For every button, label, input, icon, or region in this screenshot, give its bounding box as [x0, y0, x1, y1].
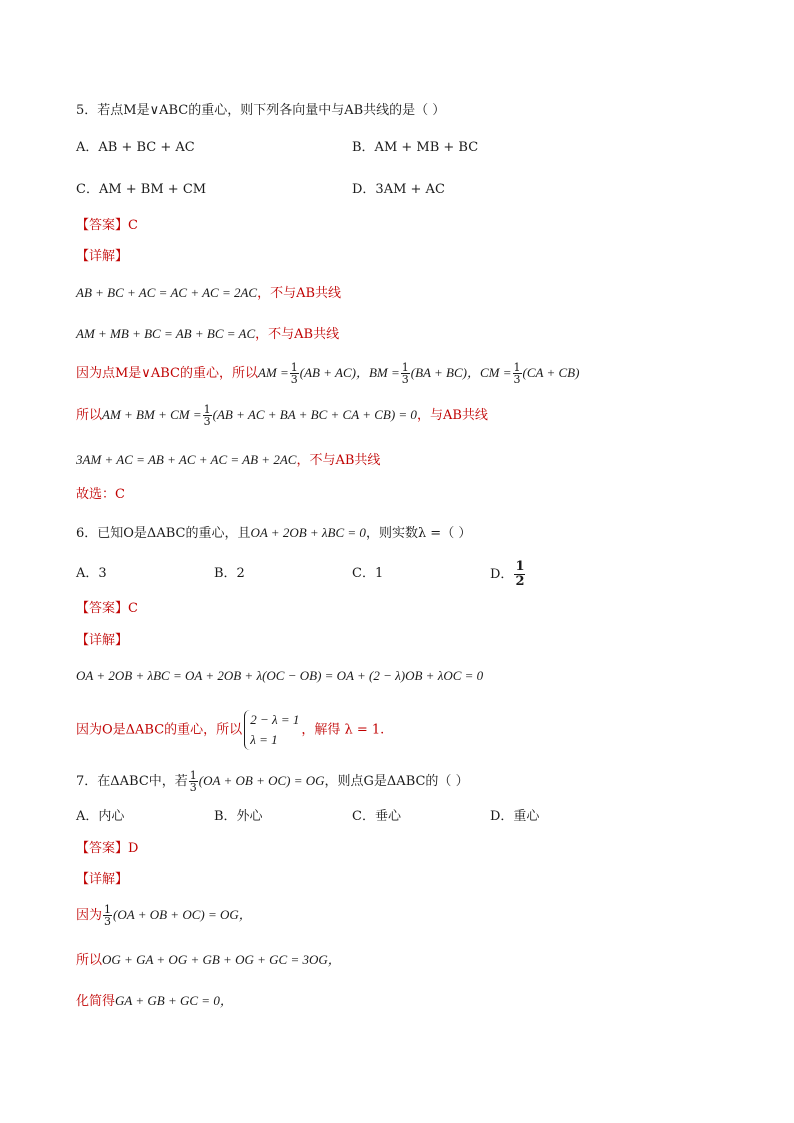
equation-system	[244, 710, 299, 750]
q7-option-b: B．外心	[214, 809, 263, 824]
q5-l2-text: ，不与AB共线	[255, 327, 340, 342]
one-half-fraction: $\frac{1}{2}$	[515, 559, 525, 589]
q6-stem-b: ，则实数λ =（ ）	[365, 526, 472, 541]
q5-l5-text: ，不与AB共线	[296, 453, 381, 468]
q7-l3-math: GA + GB + GC = 0，	[115, 993, 233, 1008]
q5-l4-m1: AM + BM + CM =	[102, 407, 202, 422]
q7-detail-line-1	[76, 902, 252, 929]
q6-stem-math: OA + 2OB + λBC = 0	[250, 525, 366, 540]
q5-detail-line-2	[76, 325, 339, 344]
q7-answer: 【答案】D	[76, 841, 139, 856]
q5-l3-m3b: (CA + CB)	[522, 365, 580, 380]
q7-l2-prefix: 所以	[76, 953, 103, 968]
q5-l4-m2: (AB + AC + BA + BC + CA + CB) = 0	[212, 407, 417, 422]
q6-stem	[76, 524, 471, 543]
q6-l2-prefix: 因为O是ΔABC的重心，所以	[76, 722, 243, 738]
q5-answer: 【答案】C	[76, 218, 138, 233]
q6-option-d	[490, 560, 526, 589]
q7-l1-math: (OA + OB + OC) = OG，	[113, 907, 252, 922]
q5-l1-math: AB + BC + AC = AC + AC = 2AC	[76, 285, 258, 300]
q6-answer: 【答案】C	[76, 601, 138, 616]
q5-l5-math: 3AM + AC = AB + AC + AC = AB + 2AC	[76, 452, 297, 467]
q5-stem: 5．若点M是∨ABC的重心，则下列各向量中与AB共线的是（ ）	[76, 103, 446, 118]
q5-l3-prefix: 因为点M是∨ABC的重心，所以	[76, 366, 258, 381]
q5-l4-prefix: 所以	[76, 408, 103, 423]
one-third-fraction: $\frac{1}{3}$	[401, 361, 409, 386]
q7-stem-math: (OA + OB + OC) = OG	[198, 773, 325, 788]
q5-detail-line-5	[76, 451, 380, 470]
q5-option-b: B．AM + MB + BC	[352, 140, 479, 155]
q7-detail-line-3	[76, 992, 233, 1011]
q5-l3-m2: ，BM =	[355, 365, 400, 380]
q7-detail-line-2	[76, 951, 341, 970]
q6-option-a: A．3	[76, 566, 107, 581]
q5-l3-m1b: (AB + AC)	[299, 365, 356, 380]
q6-stem-a: 6．已知O是ΔABC的重心，且	[76, 526, 251, 541]
one-third-fraction: $\frac{1}{3}$	[104, 903, 112, 928]
q5-detail-line-4	[76, 402, 488, 429]
q6-detail-line-2	[76, 710, 384, 751]
q6-option-c: C．1	[352, 566, 384, 581]
q5-l2-math: AM + MB + BC = AB + BC = AC	[76, 326, 256, 341]
one-third-fraction: $\frac{1}{3}$	[189, 769, 197, 794]
q6-l2-suffix: ，解得 λ = 1.	[301, 722, 385, 738]
q5-detail-line-3	[76, 360, 579, 387]
q7-l2-math: OG + GA + OG + GB + OG + GC = 3OG，	[102, 952, 341, 967]
one-third-fraction: $\frac{1}{3}$	[203, 403, 211, 428]
q5-option-a: A．AB + BC + AC	[76, 140, 195, 155]
q5-conclusion: 故选：C	[76, 487, 125, 502]
q6-eq-1: 2 − λ = 1	[250, 712, 300, 727]
q5-l1-text: ，不与AB共线	[257, 286, 342, 301]
q6-detail-label: 【详解】	[76, 633, 129, 648]
q7-option-c: C．垂心	[352, 809, 401, 824]
one-third-fraction: $\frac{1}{3}$	[290, 361, 298, 386]
q7-option-d: D．重心	[490, 809, 540, 824]
q6-eq-2: λ = 1	[250, 732, 278, 747]
q5-l4-text: ，与AB共线	[416, 408, 488, 423]
q5-detail-line-1	[76, 284, 341, 303]
q7-l3-prefix: 化简得	[76, 994, 116, 1009]
q6-option-b: B．2	[214, 566, 245, 581]
q5-l3-m3: ，CM =	[466, 365, 512, 380]
q7-stem	[76, 768, 469, 795]
q5-detail-label: 【详解】	[76, 249, 129, 264]
q6-option-d-label: D．	[490, 567, 514, 582]
q7-detail-label: 【详解】	[76, 872, 129, 887]
q5-l3-m2b: (BA + BC)	[410, 365, 467, 380]
q5-option-d: D．3AM + AC	[352, 182, 445, 197]
q7-stem-b: ，则点G是ΔABC的（ ）	[324, 774, 469, 789]
q7-l1-prefix: 因为	[76, 908, 103, 923]
q7-option-a: A．内心	[76, 809, 125, 824]
q6-detail-line-1: OA + 2OB + λBC = OA + 2OB + λ(OC − OB) = OA + (2 − λ)OB + λOC = 0	[76, 668, 484, 683]
q5-l3-m1: AM =	[257, 365, 289, 380]
q7-stem-a: 7．在ΔABC中，若	[76, 774, 188, 789]
q5-option-c: C．AM + BM + CM	[76, 182, 207, 197]
one-third-fraction: $\frac{1}{3}$	[513, 361, 521, 386]
